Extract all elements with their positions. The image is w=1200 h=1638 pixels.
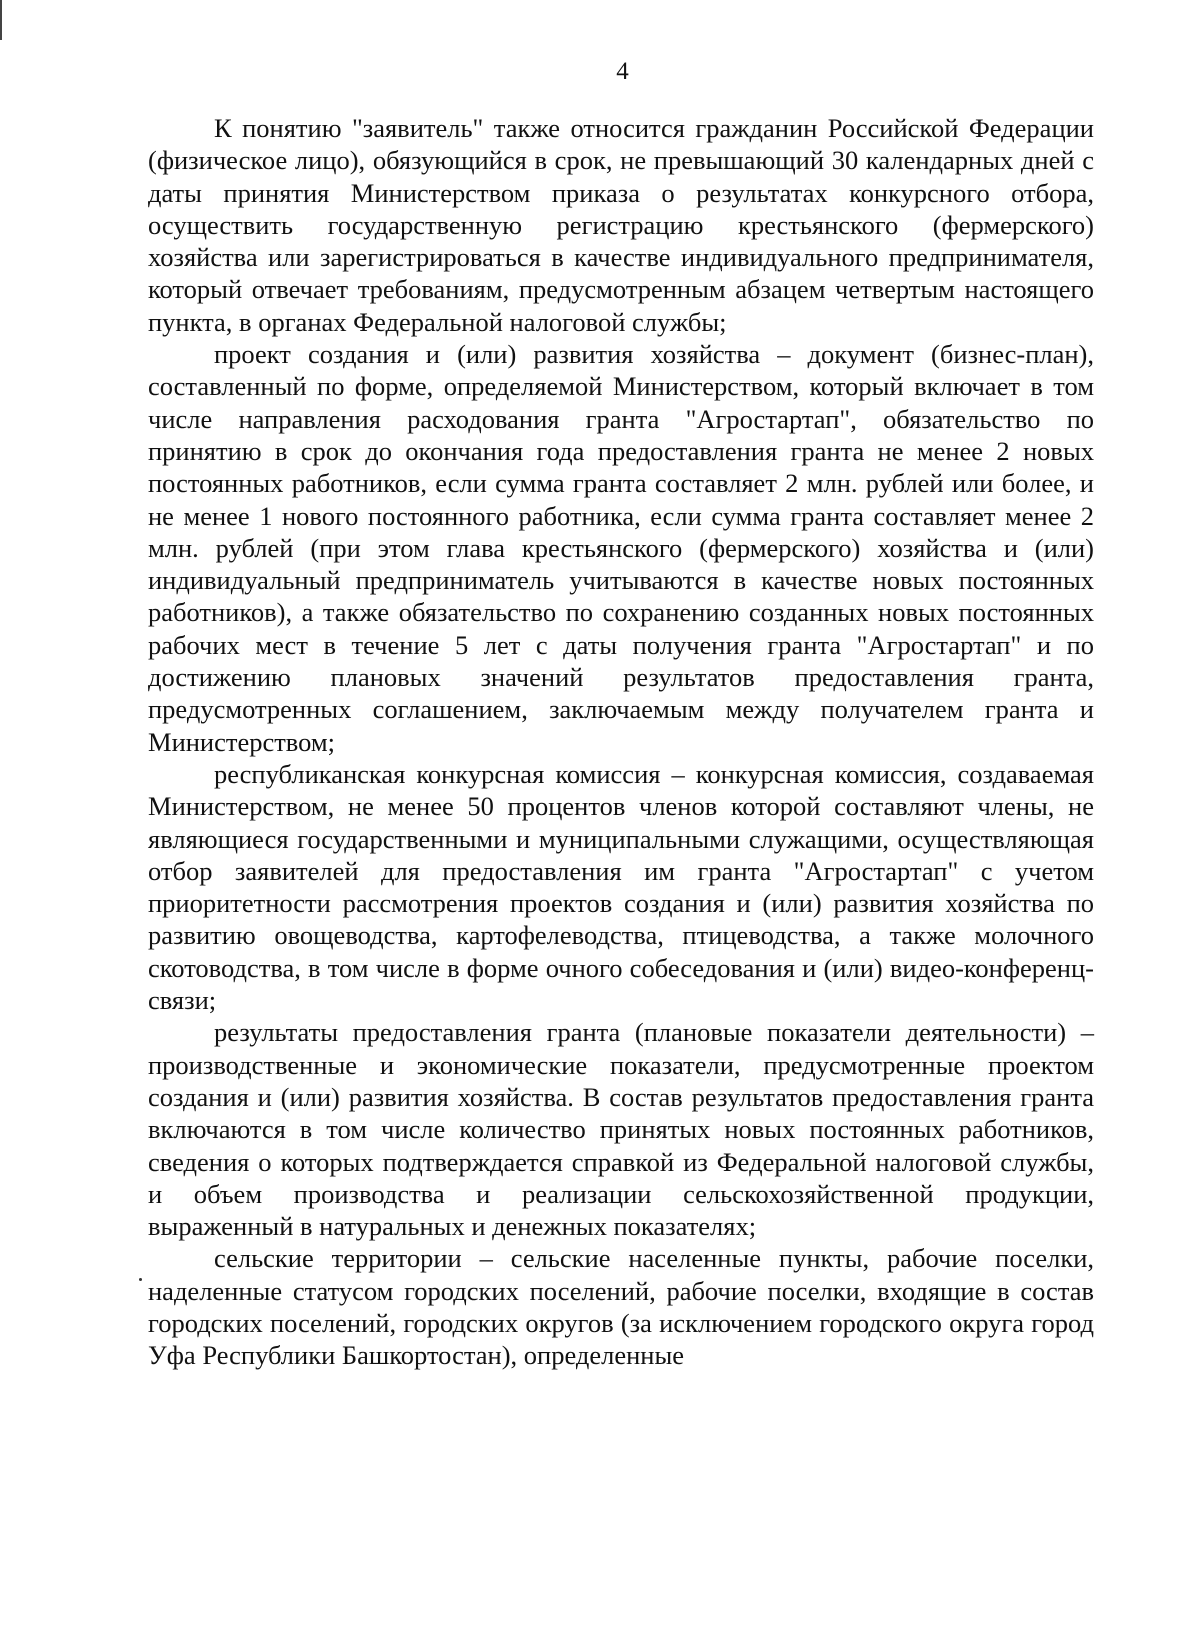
paragraph-results-definition: результаты предоставления гранта (плановые показатели деятельности) – производственные и экономические показатели, предусмотренные проектом создания и (или) развития хозяйства. В состав результатов предоставления гранта включаются в том числе количество принятых новых постоянных работников, сведения о которых подтверждается справкой из Федеральной налоговой службы, и объем производства и реализации сельскохозяйственной продукции, выраженный в натуральных и денежных показателях;: [148, 1017, 1094, 1242]
page-number: 4: [616, 58, 629, 85]
document-body: [148, 112, 1094, 1372]
paragraph-applicant-definition: К понятию "заявитель" также относится гражданин Российской Федерации (физическое лицо), обязующийся в срок, не превышающий 30 календарных дней с даты принятия Министерством приказа о результатах конкурсного отбора, осуществить государственную регистрацию крестьянского (фермерского) хозяйства или зарегистрироваться в качестве индивидуального предпринимателя, который отвечает требованиям, предусмотренным абзацем четвертым настоящего пункта, в органах Федеральной налоговой службы;: [148, 113, 1094, 337]
scan-speck: [139, 1278, 142, 1281]
paragraph-commission-definition: республиканская конкурсная комиссия – конкурсная комиссия, создаваемая Министерством, не менее 50 процентов членов которой составляют члены, не являющиеся государственными и муниципальными служащими, осуществляющая отбор заявителей для предоставления им гранта "Агростартап" с учетом приоритетности рассмотрения проектов создания и (или) развития хозяйства по развитию овощеводства, картофелеводства, птицеводства, а также молочного скотоводства, в том числе в форме очного собеседования и (или) видео-конференц-связи;: [148, 758, 1094, 1016]
paragraph-rural-territories-definition: сельские территории – сельские населенные пункты, рабочие поселки, наделенные статусом городских поселений, рабочие поселки, входящие в состав городских поселений, городских округов (за исключением городского округа город Уфа Республики Башкортостан), определенные: [148, 1243, 1094, 1371]
scan-edge-mark: [0, 0, 2, 40]
paragraph-project-definition: проект создания и (или) развития хозяйства – документ (бизнес-план), составленный по форме, определяемой Министерством, который включает в том числе направления расходования гранта "Агростартап", обязательство по принятию в срок до окончания года предоставления гранта не менее 2 новых постоянных работников, если сумма гранта составляет 2 млн. рублей или более, и не менее 1 нового постоянного работника, если сумма гранта составляет менее 2 млн. рублей (при этом глава крестьянского (фермерского) хозяйства и (или) индивидуальный предприниматель учитываются в качестве новых постоянных работников), а также обязательство по сохранению созданных новых постоянных рабочих мест в течение 5 лет с даты получения гранта "Агростартап" и по достижению плановых значений результатов предоставления гранта, предусмотренных соглашением, заключаемым между получателем гранта и Министерством;: [148, 339, 1094, 757]
